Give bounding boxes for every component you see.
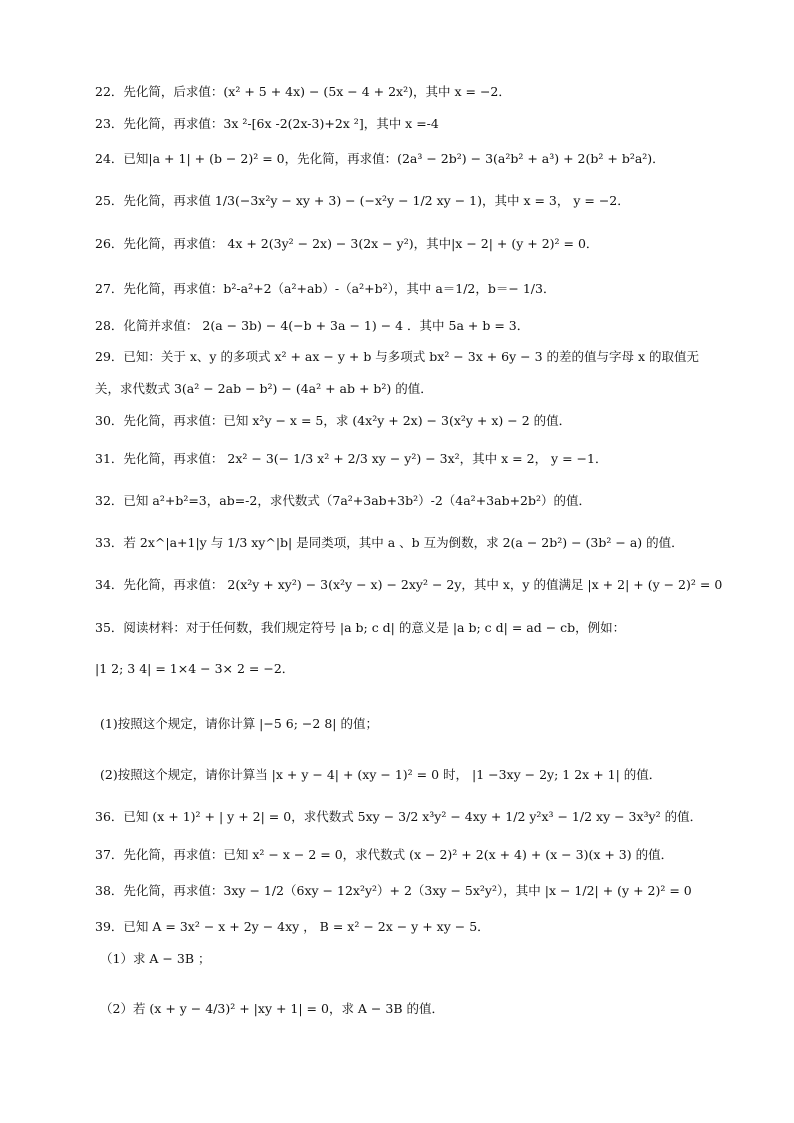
problem-28: 28．化简并求值： 2(a − 3b) − 4(−b + 3a − 1) − 4 ．其中 5a + b = 3． — [95, 318, 530, 333]
problem-26: 26．先化简，再求值： 4x + 2(3y² − 2x) − 3(2x − y²)，其中|x − 2| + (y + 2)² = 0． — [95, 236, 599, 251]
problem-35-part1: (1)按照这个规定，请你计算 |−5 6; −2 8| 的值； — [100, 716, 378, 731]
problem-23: 23．先化简，再求值：3x ²-[6x -2(2x-3)+2x ²]，其中 x =-4 — [95, 116, 439, 131]
problem-33: 33．若 2x^|a+1|y 与 1/3 xy^|b| 是同类项，其中 a 、b 互为倒数，求 2(a − 2b²) − (3b² − a) 的值． — [95, 535, 684, 550]
problem-32: 32．已知 a²+b²=3，ab=-2，求代数式（7a²+3ab+3b²）-2（4a²+3ab+2b²）的值． — [95, 493, 592, 508]
problem-39-part1: （1）求 A − 3B ； — [100, 951, 211, 966]
problem-34: 34．先化简，再求值： 2(x²y + xy²) − 3(x²y − x) − 2xy² − 2y，其中 x，y 的值满足 |x + 2| + (y − 2)² = 0 — [95, 577, 723, 592]
problem-22: 22．先化简，后求值：(x² + 5 + 4x) − (5x − 4 + 2x²)，其中 x = −2． — [95, 84, 511, 99]
problem-29-line1: 29．已知：关于 x、y 的多项式 x² + ax − y + b 与多项式 bx² − 3x + 6y − 3 的差的值与字母 x 的取值无 — [95, 349, 700, 364]
problem-37: 37．先化简，再求值：已知 x² − x − 2 = 0，求代数式 (x − 2)² + 2(x + 4) + (x − 3)(x + 3) 的值． — [95, 847, 674, 862]
problem-35-part2: (2)按照这个规定，请你计算当 |x + y − 4| + (xy − 1)² = 0 时， |1 −3xy − 2y; 1 2x + 1| 的值． — [100, 767, 662, 782]
problem-35-example: |1 2; 3 4| = 1×4 − 3× 2 = −2． — [95, 661, 295, 676]
problem-35-intro: 35．阅读材料：对于任何数，我们规定符号 |a b; c d| 的意义是 |a b; c d| = ad − cb，例如： — [95, 620, 626, 635]
problem-24: 24．已知|a + 1| + (b − 2)² = 0，先化简，再求值：(2a³ − 2b²) − 3(a²b² + a³) + 2(b² + b²a²)． — [95, 151, 665, 166]
problem-30: 30．先化简，再求值：已知 x²y − x = 5，求 (4x²y + 2x) − 3(x²y + x) − 2 的值． — [95, 413, 572, 428]
problem-39-part2: （2）若 (x + y − 4/3)² + |xy + 1| = 0，求 A − 3B 的值． — [100, 1001, 444, 1016]
problem-29-line2: 关，求代数式 3(a² − 2ab − b²) − (4a² + ab + b²) 的值． — [95, 381, 433, 396]
problem-38: 38．先化简，再求值：3xy − 1/2（6xy − 12x²y²）+ 2（3xy − 5x²y²），其中 |x − 1/2| + (y + 2)² = 0 — [95, 883, 692, 898]
problem-31: 31．先化简，再求值： 2x² − 3(− 1/3 x² + 2/3 xy − y²) − 3x²，其中 x = 2， y = −1． — [95, 451, 608, 466]
problem-36: 36．已知 (x + 1)² + | y + 2| = 0，求代数式 5xy − 3/2 x³y² − 4xy + 1/2 y²x³ − 1/2 xy − 3x³y² 的值． — [95, 809, 703, 824]
problem-25: 25．先化简，再求值 1/3(−3x²y − xy + 3) − (−x²y − 1/2 xy − 1)，其中 x = 3， y = −2． — [95, 193, 630, 208]
problem-39-intro: 39．已知 A = 3x² − x + 2y − 4xy ， B = x² − 2x − y + xy − 5． — [95, 919, 490, 934]
problem-27: 27．先化简，再求值：b²-a²+2（a²+ab）-（a²+b²），其中 a＝1/2，b＝− 1/3． — [95, 281, 556, 296]
